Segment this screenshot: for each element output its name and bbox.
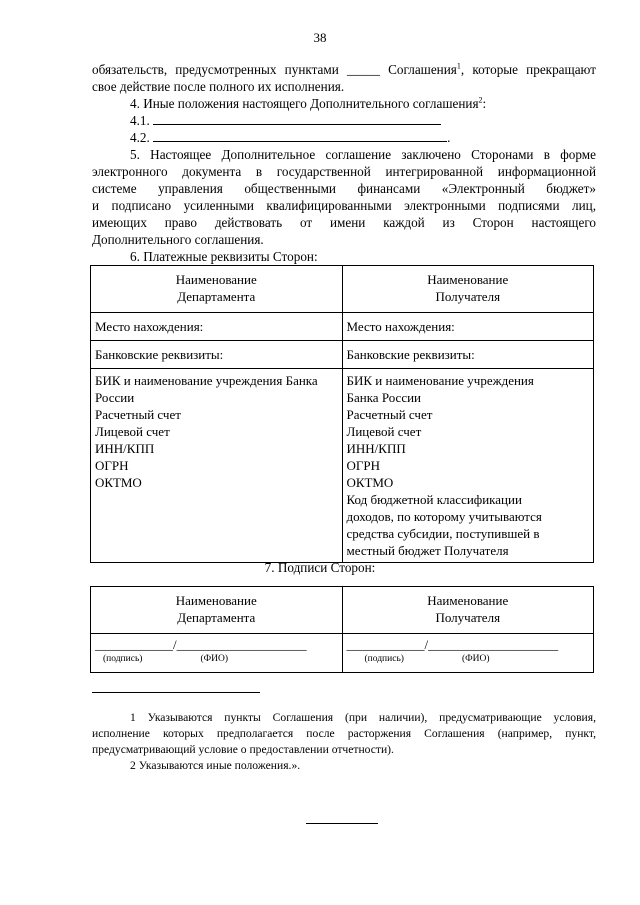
paragraph-4: 4. Иные положения настоящего Дополнительного соглашения$^2$: [130, 95, 487, 111]
paragraph-obligations: обязательств, предусмотренных пунктами _____ Соглашения$^1$, которые прекращают [92, 61, 596, 77]
header-recipient: Наименование Получателя [342, 266, 594, 313]
sign-header-recipient: Наименование Получателя [342, 587, 594, 634]
table-row [91, 587, 594, 634]
item-4-2: 4.2. . [130, 130, 451, 145]
sign-header-department: Наименование Департамента [91, 587, 343, 634]
p5-line: имеющих право действовать от имени каждой из Сторон настоящего [92, 215, 596, 230]
table-row [91, 369, 594, 563]
table-row [91, 313, 594, 341]
blank-line-4-1 [153, 113, 441, 125]
signature-department [91, 634, 343, 673]
footnote-2: 2 Указываются иные положения.». [130, 759, 301, 772]
table-row [91, 634, 594, 673]
page-number: 38 [313, 30, 327, 45]
table-row [91, 341, 594, 369]
details-left: БИК и наименование учреждения Банка России Расчетный счет Лицевой счет ИНН/КПП ОГРН ОКТМО [91, 369, 343, 563]
document-body [92, 61, 596, 265]
footnote-separator [92, 692, 260, 693]
p5-line: 5. Настоящее Дополнительное соглашение заключено Сторонами в форме [130, 147, 596, 162]
paragraph-6: 6. Платежные реквизиты Сторон: [130, 249, 318, 264]
p5-line: электронного документа в государственной интегрированной информационной [92, 164, 596, 179]
signature-recipient [342, 634, 594, 673]
requisites-table [90, 265, 594, 563]
footnote-1-line: 1 Указываются пункты Соглашения (при наличии), предусматривающие условия, [130, 711, 596, 724]
bank-right: Банковские реквизиты: [342, 341, 594, 369]
location-right: Место нахождения: [342, 313, 594, 341]
footnotes [92, 710, 596, 774]
p5-line: системе управления общественными финансами «Электронный бюджет» [92, 181, 596, 196]
signatures-title: 7. Подписи Сторон: [264, 560, 376, 575]
footnote-ref-1: 1 [456, 61, 461, 71]
end-rule [306, 823, 378, 824]
signature-line-right: ____________/____________________ [346, 637, 559, 652]
p5-line: Дополнительного соглашения. [92, 232, 264, 247]
signature-caption-left: (подпись) (ФИО) [103, 654, 229, 664]
footnote-ref-2: 2 [478, 95, 483, 105]
signatures-table [90, 586, 594, 673]
blank-line-4-2 [153, 130, 447, 142]
paragraph-obligations-end: свое действие после полного их исполнения. [92, 79, 345, 94]
location-left: Место нахождения: [91, 313, 343, 341]
footnote-1-line: исполнение которых предполагается после расторжения Соглашения (например, пункт, [92, 727, 596, 740]
signature-caption-right: (подпись) (ФИО) [364, 654, 490, 664]
footnote-1-line: предусматривающий условие о предоставлении отчетности). [92, 743, 394, 756]
header-department: Наименование Департамента [91, 266, 343, 313]
bank-left: Банковские реквизиты: [91, 341, 343, 369]
p5-line: и подписано усиленными квалифицированными электронными подписями лиц, [92, 198, 596, 213]
details-right: БИК и наименование учреждения Банка России Расчетный счет Лицевой счет ИНН/КПП ОГРН ОКТМО Код бюджетной классификации доходов, по которому учитываются средства субсидии, поступившей в местный бюджет Получателя [342, 369, 594, 563]
paragraph-5 [92, 146, 596, 248]
item-4-1: 4.1. [92, 112, 596, 129]
table-row [91, 266, 594, 313]
signature-line-left: ____________/____________________ [95, 637, 307, 652]
